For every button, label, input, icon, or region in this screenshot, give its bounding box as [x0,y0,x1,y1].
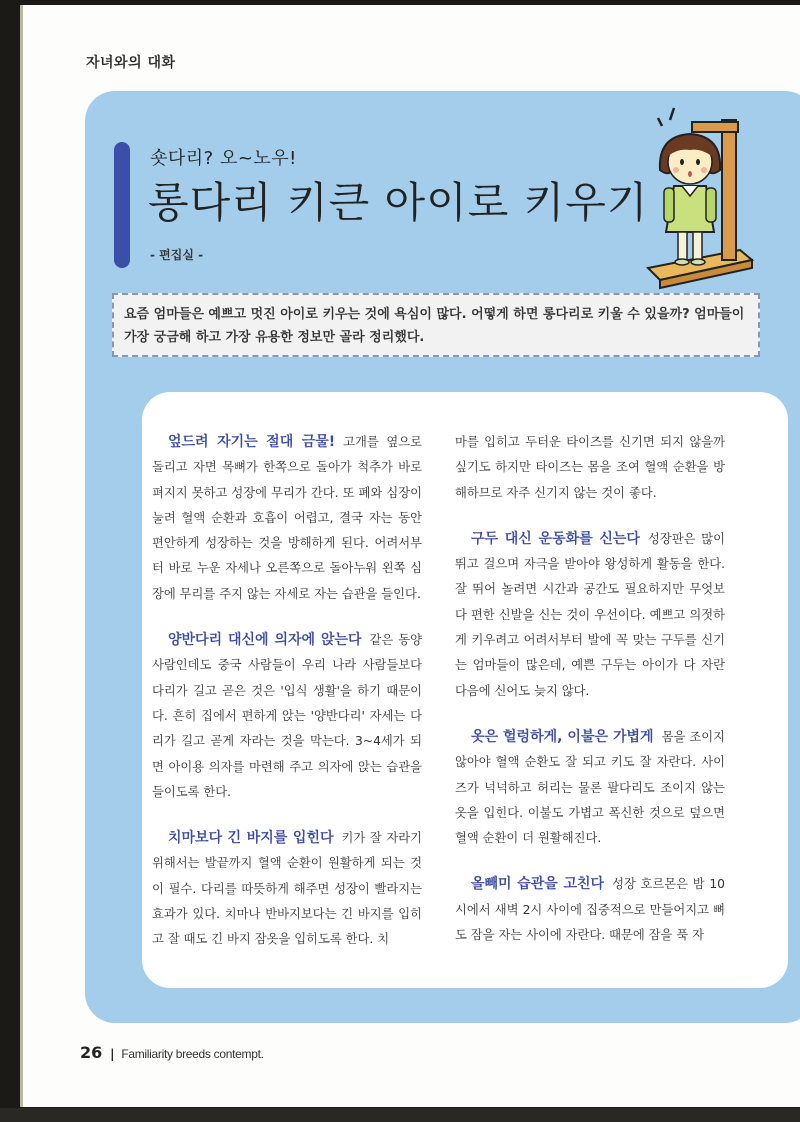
page-number: 26 [80,1043,103,1062]
footer-separator: | [110,1047,115,1061]
tip-heading: 옷은 헐렁하게, 이불은 가볍게 [471,728,654,745]
tip-body: 마를 입히고 두터운 타이즈를 신기면 되지 않을까 싶기도 하지만 타이즈는 몸을 조여 혈액 순환을 방해하므로 자주 신기지 않는 것이 좋다. [455,435,725,500]
tip-heading: 구두 대신 운동화를 신는다 [471,530,640,547]
girl-measuring-height-icon [640,100,760,290]
left-column [152,430,422,974]
tip-body: 같은 동양 사람인데도 중국 사람들이 우리 나라 사람들보다 다리가 길고 곧은 것은 '입식 생활'을 하기 때문이다. 흔히 집에서 편하게 앉는 '양반다리' 자세는 다리가 길고 곧게 자라는 것을 막는다. 3~4세가 되면 아이용 의자를 마련해 주고 의자에 앉는 습관을 들이도록 한다. [152,633,422,799]
tip-body: 성장 호르몬은 밤 10시에서 새벽 2시 사이에 집중적으로 만들어지고 뼈도 잠을 자는 사이에 자란다. 때문에 잠을 푹 자 [455,877,726,943]
right-column [455,430,725,969]
intro-box [112,293,760,357]
tip-sleep-posture [152,430,422,607]
tip-long-pants [152,826,422,952]
article-subtitle: 숏다리? 오~노우! [150,148,297,169]
article-byline: - 편집실 - [150,248,204,262]
tip-heading: 엎드려 자기는 절대 금물! [168,434,336,450]
tip-long-pants-continued [455,430,725,506]
tip-body: 고개를 옆으로 돌리고 자면 목뼈가 한쪽으로 돌아가 척추가 바로 펴지지 못하고 성장에 무리가 간다. 또 폐와 심장이 눌려 혈액 순환과 호흡이 어렵고, 결국 자는 동안 편안하게 성장하는 것을 방해하게 된다. 어려서부터 바로 누운 자세나 오른쪽으로 돌아누워 왼쪽 심장에 무리를 주지 않는 자세로 자는 습관을 들인다. [152,435,422,601]
tip-body: 키가 잘 자라기 위해서는 발끝까지 혈액 순환이 원활하게 되는 것이 필수. 다리를 따뜻하게 해주면 성장이 빨라지는 효과가 있다. 치마나 반바지보다는 긴 바지를 입히고 잘 때도 긴 바지 잠옷을 입히도록 한다. 치 [152,831,422,947]
tip-heading: 올빼미 습관을 고친다 [471,876,605,893]
tip-body: 성장판은 많이 뛰고 걸으며 자극을 받아야 왕성하게 활동을 한다. 잘 뛰어 놀려면 시간과 공간도 필요하지만 무엇보다 편한 신발을 신는 것이 우선이다. 예쁘고 의젓하게 키우려고 어려서부터 발에 꼭 맞는 구두를 신기는 엄마들이 많은데, 예쁜 구두는 아이가 다 자란 다음에 신어도 늦지 않다. [455,531,725,698]
tip-body: 몸을 조이지 않아야 혈액 순환도 잘 되고 키도 잘 자란다. 사이즈가 넉넉하고 허리는 물론 팔다리도 조이지 않는 옷을 입힌다. 이불도 가볍고 폭신한 것으로 덮으면 혈액 순환이 더 원활해진다. [455,729,725,846]
intro-text: 요즘 엄마들은 예쁘고 멋진 아이로 키우는 것에 욕심이 많다. 어떻게 하면 롱다리로 키울 수 있을까? 엄마들이 가장 궁금해 하고 가장 유용한 정보만 골라 정리했다. [124,307,745,345]
tip-sit-on-chair [152,628,422,805]
title-accent-bar [114,142,130,268]
article-title: 롱다리 키큰 아이로 키우기 [148,178,649,227]
page-footer [80,1043,264,1062]
tip-sneakers [455,527,725,704]
section-label: 자녀와의 대화 [86,55,176,71]
tip-loose-clothes [455,725,725,851]
scan-edge [0,1108,800,1122]
tip-heading: 양반다리 대신에 의자에 앉는다 [168,632,362,649]
tip-heading: 치마보다 긴 바지를 입힌다 [168,830,334,847]
footer-tagline: Familiarity breeds contempt. [121,1047,264,1061]
tip-night-owl [455,872,725,948]
